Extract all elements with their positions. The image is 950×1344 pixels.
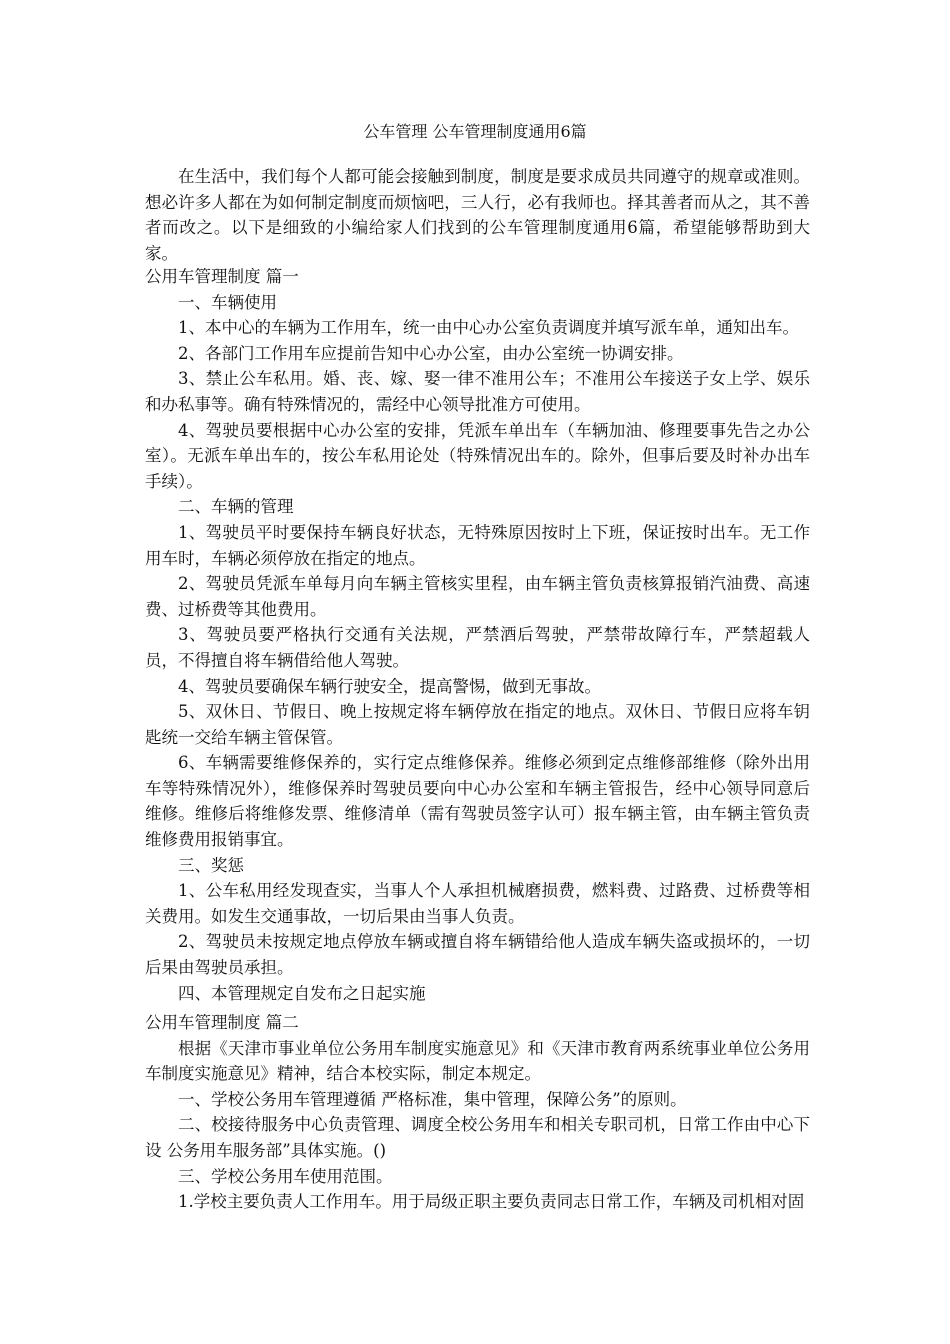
paragraph: 2、各部门工作用车应提前告知中心办公室，由办公室统一协调安排。 xyxy=(178,343,684,363)
paragraph: 3、禁止公车私用。婚、丧、嫁、娶一律不准用公车；不准用公车接送子女上学、娱乐和办私事等。确有特殊情况的，需经中心领导批准方可使用。 xyxy=(145,369,810,414)
paragraph: 二、车辆的管理 xyxy=(178,497,294,517)
paragraph: 2、驾驶员未按规定地点停放车辆或擅自将车辆错给他人造成车辆失盗或损坏的，一切后果由驾驶员承担。 xyxy=(145,932,810,978)
paragraph: 1.学校主要负责人工作用车。用于局级正职主要负责同志日常工作，车辆及司机相对固 xyxy=(178,1192,805,1212)
paragraph: 一、车辆使用 xyxy=(178,292,277,312)
paragraph: 2、驾驶员凭派车单每月向车辆主管核实里程，由车辆主管负责核算报销汽油费、高速费、过桥费等其他费用。 xyxy=(145,574,810,619)
paragraph: 一、学校公务用车管理遵循 严格标准，集中管理，保障公务”的原则。 xyxy=(178,1089,687,1109)
section-two xyxy=(145,1010,810,1215)
intro-paragraph: 在生活中，我们每个人都可能会接触到制度，制度是要求成员共同遵守的规章或准则。想必许多人都在为如何制定制度而烦恼吧，三人行，必有我师也。择其善者而从之，其不善者而改之。以下是细致的小编给家人们找到的公车管理制度通用6篇，希望能够帮助到大家。 xyxy=(145,167,810,263)
paragraph: 5、双休日、节假日、晚上按规定将车辆停放在指定的地点。双休日、节假日应将车钥匙统一交给车辆主管保管。 xyxy=(145,702,810,747)
section-heading: 公用车管理制度 篇一 xyxy=(145,267,299,286)
paragraph: 6、车辆需要维修保养的，实行定点维修保养。维修必须到定点维修部维修（除外出用车等特殊情况外），维修保养时驾驶员要向中心办公室和车辆主管报告，经中心领导同意后维修。维修后将维修发票、维修清单（需有驾驶员签字认可）报车辆主管，由车辆主管负责维修费用报销事宜。 xyxy=(145,753,810,850)
paragraph: 3、驾驶员要严格执行交通有关法规，严禁酒后驾驶，严禁带故障行车，严禁超载人员，不得擅自将车辆借给他人驾驶。 xyxy=(145,625,810,670)
paragraph: 4、驾驶员要确保车辆行驶安全，提高警惕，做到无事故。 xyxy=(178,676,601,696)
section-heading: 公用车管理制度 篇二 xyxy=(145,1013,299,1032)
paragraph: 4、驾驶员要根据中心办公室的安排，凭派车单出车（车辆加油、修理要事先告之办公室）。无派车单出车的，按公车私用论处（特殊情况出车的。除外，但事后要及时补办出车手续）。 xyxy=(145,420,810,491)
paragraph: 1、驾驶员平时要保持车辆良好状态，无特殊原因按时上下班，保证按时出车。无工作用车时，车辆必须停放在指定的地点。 xyxy=(145,522,810,568)
paragraph: 四、本管理规定自发布之日起实施 xyxy=(178,983,426,1003)
section-one xyxy=(145,264,810,1006)
document-title: 公车管理 公车管理制度通用6篇 xyxy=(363,122,587,141)
paragraph: 三、学校公务用车使用范围。 xyxy=(178,1166,393,1186)
paragraph: 1、本中心的车辆为工作用车，统一由中心办公室负责调度并填写派车单，通知出车。 xyxy=(178,318,799,338)
paragraph: 根据《天津市事业单位公务用车制度实施意见》和《天津市教育两系统事业单位公务用车制度实施意见》精神，结合本校实际，制定本规定。 xyxy=(145,1038,810,1084)
paragraph: 二、校接待服务中心负责管理、调度全校公务用车和相关专职司机，日常工作由中心下设 公务用车服务部”具体实施。() xyxy=(145,1115,810,1160)
intro-block xyxy=(145,164,810,266)
paragraph: 三、奖惩 xyxy=(178,855,244,875)
paragraph: 1、公车私用经发现查实，当事人个人承担机械磨损费，燃料费、过路费、过桥费等相关费用。如发生交通事故，一切后果由当事人负责。 xyxy=(145,881,810,926)
